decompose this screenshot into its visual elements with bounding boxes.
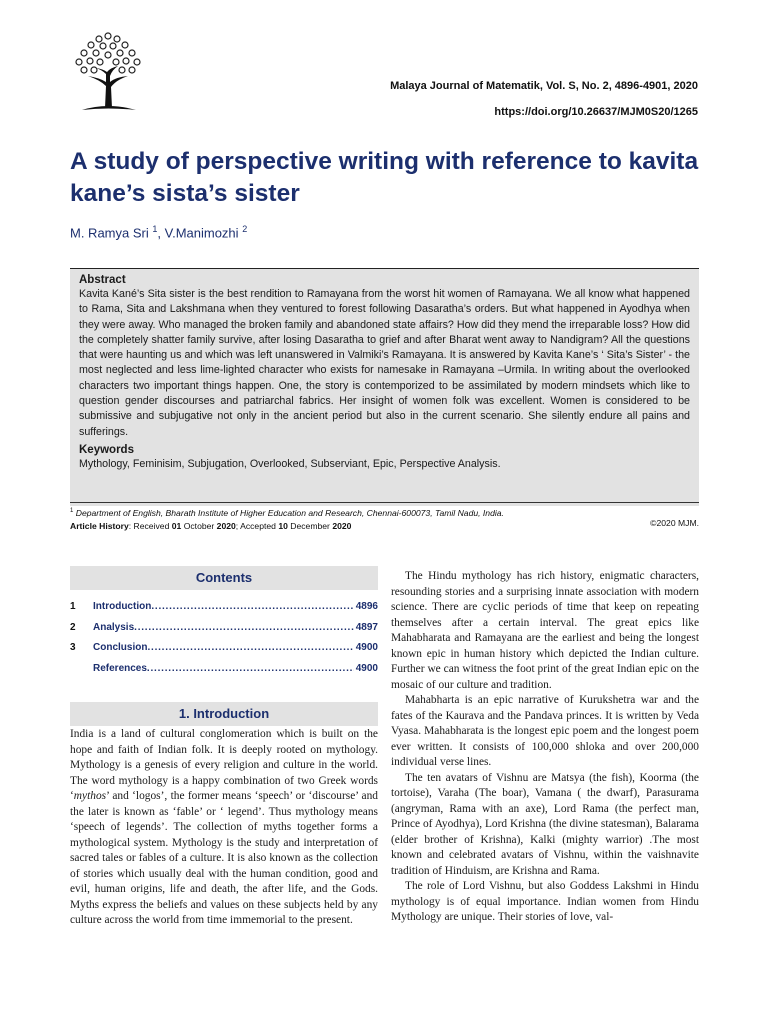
author-list (70, 224, 247, 240)
toc-label: Analysis (93, 622, 135, 633)
toc-leader-dots (147, 642, 353, 653)
journal-tree-logo (70, 30, 146, 114)
toc-number: 3 (70, 642, 76, 653)
author-name: M. Ramya Sri (70, 225, 149, 241)
author-affiliation-mark: 2 (242, 224, 248, 234)
article-footnote (70, 502, 699, 533)
abstract-text: Kavita Kané’s Sita sister is the best rendition to Ramayana from the worst hit women of Ramayana. We all know what happened to Rama, Sita and Lakshmana when they ventured to forest following Dasaratha’s orders. But what happened in Ayodhya when they were away. Who managed the broken family and abandoned state affairs? How did they mend the irreparable loss? How did the completely shatter family survive, after losing Dasaratha to grief and after Bharat went away to Nandigram? All the questions that were haunting us and which was left unanswered in Valmiki’s Ramayana. It is answered by Kavita Kane’s ‘ Sita’s Sister’ - the most neglected and less lime-lighted character who exists for namesake in Ramayana –Urmila. In writing about the overlooked characters two important things happen. One, the story is contemporized to be assimilated by modern mindsets which like to question gender discourses and patriarchal fabrics. Her insight of women folk was excellent. Women is considered to be submissive and subjugative not only in the ancient period but also in the current scenario. She silently endure all pains and sufferings. (79, 288, 690, 438)
toc-entry-analysis[interactable] (70, 622, 378, 636)
toc-label: Conclusion (93, 642, 148, 653)
toc-label: References (93, 663, 147, 674)
toc-leader-dots (151, 601, 353, 612)
history-text: October (181, 520, 217, 531)
toc-page: 4896 (355, 601, 378, 612)
toc-number: 2 (70, 622, 76, 633)
body-paragraph: The ten avatars of Vishnu are Matsya (the fish), Koorma (the tortoise), Varaha (The boar), Vamana ( the dwarf), Parasurama (angryman, Rama with an axe), Lord Rama (the perfect man, Prince of Ayodhya), Lord Krishna (the divine statesman), Balarama (elder brother of Krishna), Kalki (mighty warrior) .The most known and celebrated avatars of Vishnu, within the vaishnavite tradition of Hinduism, are Krishna and Rama. (391, 771, 699, 877)
history-text: ; Accepted (235, 520, 279, 531)
toc-page: 4897 (355, 622, 378, 633)
body-paragraph: Mahabharta is an epic narrative of Kurukshetra war and the fates of the Kaurava and the Pandava princes. It is written by Veda Vyasa. Mahabharata is the longest epic poem and the longest poem ever written. It consists of 100,000 shloka and over 200,000 individual verse lines. (391, 694, 699, 768)
received-day: 01 (171, 520, 182, 531)
author-affiliation-mark: 1 (152, 224, 158, 234)
body-paragraph (70, 727, 378, 929)
toc-entry-conclusion[interactable] (70, 642, 378, 656)
left-column (70, 727, 378, 929)
author-name: V.Manimozhi (164, 225, 239, 241)
journal-citation: Malaya Journal of Matematik, Vol. S, No. 2, 4896-4901, 2020 (390, 80, 698, 92)
paragraph-text: ’ and ‘logos’, the former means ‘speech’ or ‘discourse’ and the later is known as ‘fable’ or ‘ legend’. Thus mythology means ‘speech of legends’. The collection of myths together forms a mythological system. Mythology is the study and interpretation of sacred tales or fables of a culture. It is also known as the collection of stories which usually deal with the human condition, good and evil, human origins, life and death, the after life, and the Gods. Myths express the beliefs and values on these subjects held by any culture across the world from time immemorial to the present. (70, 790, 378, 926)
affiliation-mark: 1 (70, 508, 74, 514)
toc-number: 1 (70, 601, 76, 612)
abstract-heading: Abstract (79, 274, 126, 286)
right-column (391, 569, 699, 926)
keywords-heading: Keywords (79, 443, 134, 456)
history-label: Article History (70, 520, 129, 531)
accepted-year: 2020 (332, 520, 352, 531)
copyright-notice: ©2020 MJM. (650, 518, 699, 528)
toc-label: Introduction (93, 601, 152, 612)
toc-entry-references[interactable] (70, 663, 378, 677)
paper-title: A study of perspective writing with reference to kavita kane’s sista’s sister (70, 148, 699, 207)
accepted-day: 10 (278, 520, 288, 531)
body-paragraph: The Hindu mythology has rich history, enigmatic characters, resounding stories and a surprising innate association with modern science. There are cyclic periods of time that keep on repeating themselves after a certain interval. The great epics like Mahabharata and Ramayana are the earliest and being the longest known epic in human history which depicted the Indian culture. Further we can witness the foot print of the great Indian epic on the mosaic of our culture and tradition. (391, 570, 699, 691)
abstract-box (70, 268, 699, 506)
toc-page: 4900 (355, 642, 378, 653)
keywords-text: Mythology, Feminisim, Subjugation, Overlooked, Subserviant, Epic, Perspective Analysis. (79, 457, 501, 470)
history-text: : Received (128, 520, 172, 531)
body-paragraph: The role of Lord Vishnu, but also Goddess Lakshmi in Hindu mythology is of equal importance. Indian women from Hindu Mythology are unique. Their stories of love, val- (391, 880, 699, 923)
toc-page: 4900 (355, 663, 378, 674)
affiliation-text: Department of English, Bharath Institute of Higher Education and Research, Chennai-600073, Tamil Nadu, India. (75, 507, 504, 518)
received-year: 2020 (216, 520, 236, 531)
paragraph-text: India is a land of cultural conglomeration which is built on the hope and faith of Indian folk. It is deeply rooted on mythology. Mythology is a genesis of every religion and culture in the world. The word mythology is a happy combination of two Greek words ‘ (70, 728, 378, 802)
article-history-line (70, 520, 699, 533)
term-mythos: mythos (73, 790, 107, 802)
toc-leader-dots (134, 622, 354, 633)
author-separator: , (157, 225, 165, 241)
toc-leader-dots (147, 663, 354, 674)
doi-link[interactable]: https://doi.org/10.26637/MJM0S20/1265 (494, 106, 698, 118)
section-heading-introduction: 1. Introduction (70, 702, 378, 726)
affiliation-line (70, 505, 699, 520)
contents-heading: Contents (70, 566, 378, 590)
toc-entry-introduction[interactable] (70, 601, 378, 615)
history-text: December (287, 520, 333, 531)
